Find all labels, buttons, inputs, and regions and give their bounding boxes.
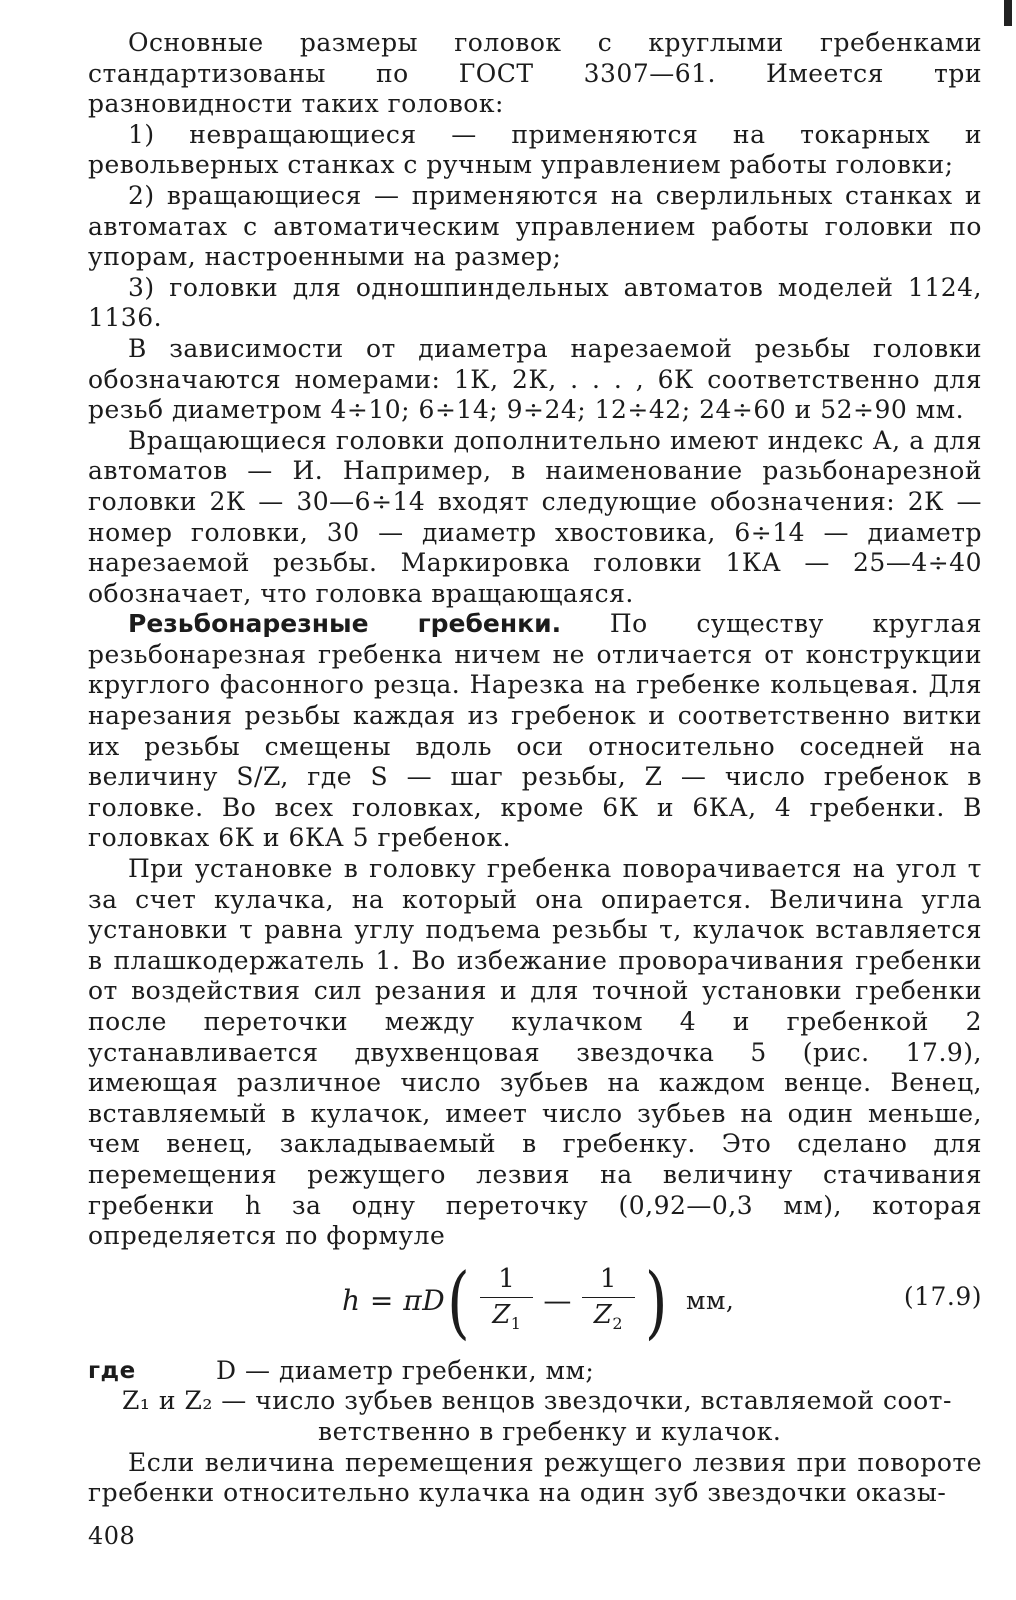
fraction-2-denominator: $Z_2$ (593, 1299, 623, 1333)
legend-label: где (88, 1357, 136, 1384)
fraction-1-numerator: 1 (480, 1264, 533, 1298)
page-number: 408 (88, 1522, 136, 1550)
body-text (88, 28, 982, 1509)
paragraph-installation: При установке в головку гребенка поворачивается на угол τ за счет кулачка, на который она опирается. Величина угла установки τ равна углу подъема резьбы τ, кулачок вставляется в плашкодержатель 1. Во избежание проворачивания гребенки от воздействия сил резания и для точной установки гребенки после переточки между кулачком 4 и гребенкой 2 устанавливается двухвенцовая звездочка 5 (рис. 17.9), имеющая различное число зубьев на каждом венце. Венец, вставляемый в кулачок, имеет число зубьев на один меньше, чем венец, закладываемый в гребенку. Это сделано для перемещения режущего лезвия на величину стачивания гребенки h за одну переточку (0,92—0,3 мм), которая определяется по формуле (88, 854, 982, 1251)
formula-17-9 (88, 1252, 982, 1356)
equation-number: (17.9) (903, 1281, 982, 1311)
fraction-2 (582, 1264, 635, 1339)
fraction-2-numerator: 1 (582, 1264, 635, 1298)
list-item-3: 3) головки для одношпиндельных автоматов моделей 1124, 1136. (88, 272, 982, 333)
legend-item-z: Z₁ и Z₂ — число зубьев венцов звездочки, вставляемой соот- ветственно в гребенку и кулачок. (122, 1386, 952, 1446)
paragraph-last: Если величина перемещения режущего лезвия при повороте гребенки относительно кулачка на один зуб звездочки оказы- (88, 1447, 982, 1508)
right-paren-symbol: ) (644, 1255, 669, 1348)
fraction-1 (480, 1264, 533, 1339)
formula-legend (88, 1356, 982, 1448)
left-paren-symbol: ( (447, 1255, 471, 1348)
formula-lhs: h = πD (342, 1284, 446, 1318)
section-text: По существу круглая резьбонарезная гребенка ничем не отличается от конструкции круглого фасонного резца. Нарезка на гребенке кольцевая. Для нарезания резьбы каждая из гребенок и соответственно витки их резьбы смещены вдоль оси относительно соседней на величину S/Z, где S — шаг резьбы, Z — число гребенок в головке. Во всех головках, кроме 6К и 6КА, 4 гребенки. В головках 6К и 6КА 5 гребенок. (88, 609, 982, 853)
minus-sign: — (543, 1284, 572, 1318)
paragraph-intro: Основные размеры головок с круглыми гребенками стандартизованы по ГОСТ 3307—61. Имеется три разновидности таких головок: (88, 28, 982, 119)
section-heading: Резьбонарезные гребенки. (128, 609, 562, 639)
paragraph-marking: Вращающиеся головки дополнительно имеют индекс А, а для автоматов — И. Например, в наименование разьбонарезной головки 2К — 30—6÷14 входят следующие обозначения: 2К — номер головки, 30 — диаметр хвостовика, 6÷14 — диаметр нарезаемой резьбы. Маркировка головки 1КА — 25—4÷40 обозначает, что головка вращающаяся. (88, 425, 982, 608)
list-item-1: 1) невращающиеся — применяются на токарных и револьверных станках с ручным управлением работы головки; (88, 119, 982, 180)
paragraph-diameters: В зависимости от диаметра нарезаемой резьбы головки обозначаются номерами: 1К, 2К, . . . , 6К соответственно для резьб диаметром 4÷10; 6÷14; 9÷24; 12÷42; 24÷60 и 52÷90 мм. (88, 333, 982, 425)
scan-edge-mark (1004, 0, 1012, 26)
formula-unit: мм, (686, 1286, 735, 1316)
list-item-2: 2) вращающиеся — применяются на сверлильных станках и автоматах с автоматическим управлением работы головки по упорам, настроенными на размер; (88, 180, 982, 272)
paragraph-combs (88, 609, 982, 854)
legend-item-d: D — диаметр гребенки, мм; (216, 1355, 595, 1385)
fraction-1-denominator: $Z_1$ (492, 1299, 522, 1333)
